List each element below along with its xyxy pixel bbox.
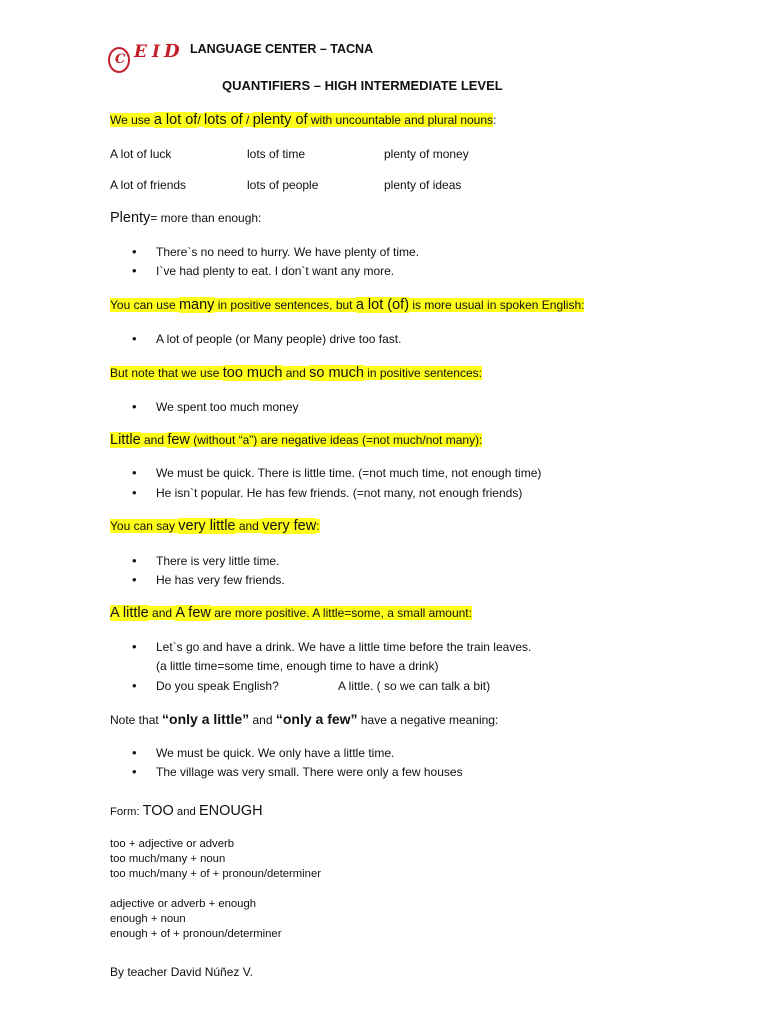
sec1-heading: We use a lot of/ lots of / plenty of with uncountable and plural nouns: (110, 112, 497, 128)
example-cell: plenty of ideas (384, 178, 462, 192)
list-item: • Do you speak English? (156, 679, 279, 693)
sec2-heading: Plenty= more than enough: (110, 210, 262, 226)
list-item: • I`ve had plenty to eat. I don`t want any more. (156, 264, 394, 278)
form-heading: Form: TOO and ENOUGH (110, 803, 263, 819)
list-item-answer: A little. ( so we can talk a bit) (338, 679, 491, 693)
header-title: LANGUAGE CENTER – TACNA (190, 42, 374, 56)
list-item: • He has very few friends. (156, 573, 285, 587)
list-item: • He isn`t popular. He has few friends. (=not many, not enough friends) (156, 486, 522, 500)
example-cell: plenty of money (384, 147, 469, 161)
sec6-heading: You can say very little and very few: (110, 518, 320, 534)
list-item: • We spent too much money (156, 400, 299, 414)
sec7-heading: A little and A few are more positive. A little=some, a small amount: (110, 605, 472, 621)
example-cell: lots of people (247, 178, 319, 192)
form-line: too much/many + of + pronoun/determiner (110, 868, 321, 880)
ceid-logo: C E I D (106, 41, 188, 77)
sec8-heading: Note that “only a little” and “only a few” have a negative meaning: (110, 711, 499, 727)
form-line: enough + of + pronoun/determiner (110, 928, 282, 940)
form-line: adjective or adverb + enough (110, 898, 257, 910)
list-item: • We must be quick. We only have a little time. (156, 746, 394, 760)
form-line: too + adjective or adverb (110, 838, 235, 850)
form-line: too much/many + noun (110, 853, 226, 865)
example-cell: A lot of friends (110, 178, 187, 192)
list-item-continuation: (a little time=some time, enough time to have a drink) (156, 659, 439, 673)
list-item: • There is very little time. (156, 554, 279, 568)
form-line: enough + noun (110, 913, 186, 925)
example-cell: A lot of luck (110, 147, 172, 161)
list-item: • A lot of people (or Many people) drive too fast. (156, 332, 401, 346)
list-item: • The village was very small. There were only a few houses (156, 765, 463, 779)
list-item: • Let`s go and have a drink. We have a little time before the train leaves. (156, 640, 531, 654)
list-item: • We must be quick. There is little time. (=not much time, not enough time) (156, 466, 541, 480)
list-item: • There`s no need to hurry. We have plenty of time. (156, 245, 419, 259)
sec3-heading: You can use many in positive sentences, but a lot (of) is more usual in spoken English: (110, 297, 585, 313)
sec5-heading: Little and few (without “a”) are negative ideas (=not much/not many): (110, 432, 483, 448)
author-credit: By teacher David Núñez V. (110, 965, 253, 979)
example-cell: lots of time (247, 147, 306, 161)
sec4-heading: But note that we use too much and so much in positive sentences: (110, 365, 482, 381)
page-title: QUANTIFIERS – HIGH INTERMEDIATE LEVEL (222, 78, 503, 93)
